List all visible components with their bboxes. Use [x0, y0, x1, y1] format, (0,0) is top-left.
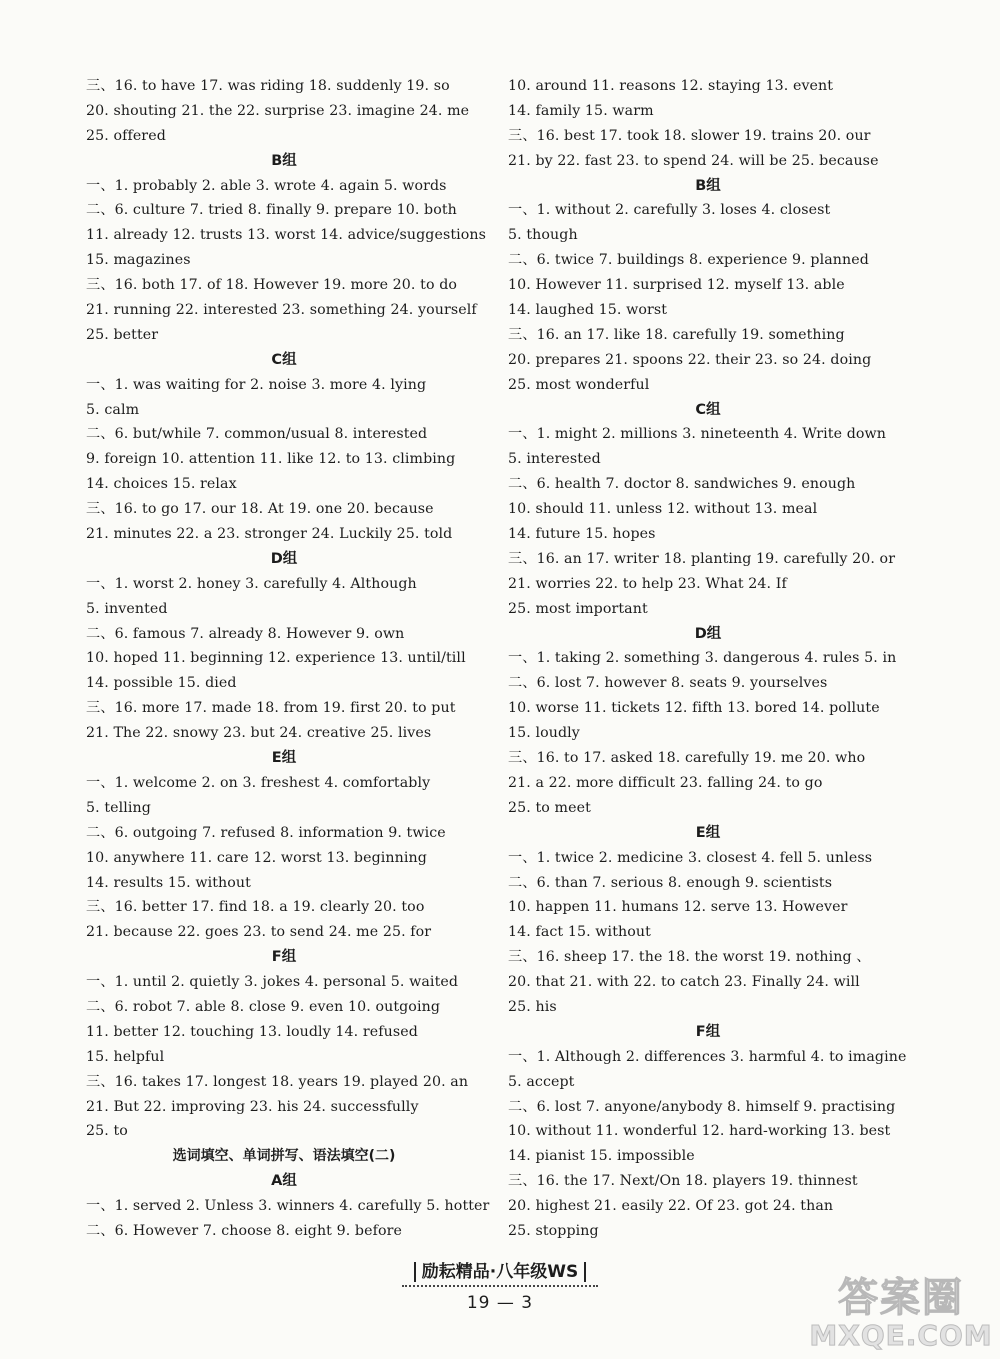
answer-line: 一、1. might 2. millions 3. nineteenth 4. Write down [508, 426, 887, 443]
answer-line: 25. offered [86, 127, 166, 144]
answer-line: 二、6. However 7. choose 8. eight 9. before [86, 1222, 402, 1239]
answer-line: 14. results 15. without [86, 874, 251, 891]
answer-line: 一、1. welcome 2. on 3. freshest 4. comfortably [86, 774, 431, 791]
answer-line: 11. better 12. touching 13. loudly 14. refused [86, 1023, 418, 1040]
answer-line: 14. laughed 15. worst [508, 302, 668, 319]
answer-line: 三、16. the 17. Next/On 18. players 19. thinnest [508, 1173, 858, 1190]
answer-line: 一、1. taking 2. something 3. dangerous 4. rules 5. in [508, 650, 897, 667]
answer-line: 10. without 11. wonderful 12. hard-working 13. best [508, 1123, 891, 1140]
answer-line: 14. possible 15. died [86, 675, 237, 692]
group-heading: C组 [695, 401, 721, 418]
answer-line: 5. calm [86, 401, 140, 418]
answer-line: 三、16. sheep 17. the 18. the worst 19. nothing 、 [508, 949, 871, 966]
watermark-main-text: 答案圈 [838, 1275, 964, 1321]
answer-line: 三、16. more 17. made 18. from 19. first 20. to put [86, 700, 456, 717]
answer-line: 10. anywhere 11. care 12. worst 13. beginning [86, 849, 427, 866]
answer-line: 15. loudly [508, 725, 580, 742]
answer-line: 三、16. to 17. asked 18. carefully 19. me 20. who [508, 750, 866, 767]
group-heading: A组 [271, 1173, 297, 1190]
page-number: 19 — 3 [466, 1293, 534, 1313]
answer-line: 一、1. twice 2. medicine 3. closest 4. fell 5. unless [508, 849, 873, 866]
answer-line: 20. that 21. with 22. to catch 23. Finally 24. will [508, 974, 860, 991]
section-title: 选词填空、单词拼写、语法填空(二) [172, 1148, 396, 1165]
answer-line: 5. invented [86, 600, 168, 617]
answer-line: 21. minutes 22. a 23. stronger 24. Luckily 25. told [86, 526, 453, 543]
answer-line: 二、6. lost 7. however 8. seats 9. yourselves [508, 675, 828, 692]
answer-line: 14. family 15. warm [508, 102, 654, 119]
answer-line: 二、6. outgoing 7. refused 8. information 9. twice [86, 824, 446, 841]
answer-line: 21. by 22. fast 23. to spend 24. will be 25. because [508, 152, 879, 169]
left-answer-column [86, 74, 490, 1244]
answer-line: 10. However 11. surprised 12. myself 13. able [508, 277, 845, 294]
answer-line: 10. happen 11. humans 12. serve 13. However [508, 899, 848, 916]
answer-line: 11. already 12. trusts 13. worst 14. advice/suggestions [86, 227, 487, 244]
answer-line: 25. his [508, 998, 557, 1015]
answer-line: 一、1. served 2. Unless 3. winners 4. carefully 5. hotter [86, 1198, 490, 1215]
answer-line: 二、6. famous 7. already 8. However 9. own [86, 625, 405, 642]
answer-line: 二、6. health 7. doctor 8. sandwiches 9. enough [508, 476, 856, 493]
answer-line: 20. prepares 21. spoons 22. their 23. so 24. doing [508, 351, 872, 368]
answer-line: 15. magazines [86, 252, 191, 269]
answer-line: 21. running 22. interested 23. something 24. yourself [86, 302, 477, 319]
watermark-logo [808, 1275, 994, 1354]
answer-line: 三、16. to have 17. was riding 18. suddenly 19. so [86, 78, 450, 94]
answer-line: 二、6. but/while 7. common/usual 8. interested [86, 426, 428, 443]
answer-line: 10. around 11. reasons 12. staying 13. event [508, 78, 834, 94]
answer-line: 25. most important [508, 600, 648, 617]
answer-line: 一、1. without 2. carefully 3. loses 4. closest [508, 202, 831, 219]
answer-line: 二、6. culture 7. tried 8. finally 9. prepare 10. both [86, 202, 457, 219]
answer-line: 三、16. better 17. find 18. a 19. clearly 20. too [86, 899, 425, 916]
footer-dotted-rule [402, 1285, 598, 1287]
answer-line: 三、16. an 17. like 18. carefully 19. something [508, 326, 845, 343]
watermark-url-text: MXQE.COM [809, 1319, 993, 1352]
answer-line: 三、16. an 17. writer 18. planting 19. carefully 20. or [508, 550, 896, 567]
answer-line: 三、16. best 17. took 18. slower 19. trains 20. our [508, 127, 871, 144]
group-heading: F组 [695, 1023, 721, 1040]
answer-line: 25. better [86, 326, 159, 343]
answer-line: 9. foreign 10. attention 11. like 12. to 13. climbing [86, 451, 456, 468]
answer-line: 10. hoped 11. beginning 12. experience 13. until/till [86, 650, 466, 667]
answer-line: 二、6. than 7. serious 8. enough 9. scientists [508, 874, 833, 891]
group-heading: D组 [270, 550, 298, 567]
answer-line: 5. interested [508, 451, 601, 468]
answer-line: 21. The 22. snowy 23. but 24. creative 25. lives [86, 725, 432, 742]
answer-line: 21. because 22. goes 23. to send 24. me 25. for [86, 924, 432, 941]
answer-line: 10. should 11. unless 12. without 13. meal [508, 501, 818, 518]
answer-line: 三、16. both 17. of 18. However 19. more 20. to do [86, 277, 458, 294]
answer-line: 25. stopping [508, 1222, 599, 1239]
answer-line: 10. worse 11. tickets 12. fifth 13. bored 14. pollute [508, 700, 880, 717]
answer-line: 5. accept [508, 1073, 575, 1090]
answer-line: 5. though [508, 227, 578, 244]
right-answer-column [508, 74, 908, 1244]
group-heading: D组 [694, 625, 722, 642]
answer-line: 14. pianist 15. impossible [508, 1148, 695, 1165]
answer-line: 25. to [86, 1123, 128, 1140]
answer-line: 5. telling [86, 799, 151, 816]
group-heading: B组 [271, 152, 297, 169]
answer-line: 一、1. probably 2. able 3. wrote 4. again 5. words [86, 177, 447, 194]
answer-line: 21. But 22. improving 23. his 24. successfully [86, 1098, 419, 1115]
answer-line: 二、6. lost 7. anyone/anybody 8. himself 9. practising [508, 1098, 896, 1115]
answer-line: 21. a 22. more difficult 23. falling 24. to go [508, 774, 823, 791]
group-heading: C组 [271, 351, 297, 368]
answer-line: 一、1. worst 2. honey 3. carefully 4. Although [86, 575, 417, 592]
answer-line: 25. to meet [508, 799, 591, 816]
answer-line: 三、16. takes 17. longest 18. years 19. played 20. an [86, 1073, 469, 1090]
group-heading: E组 [271, 750, 297, 767]
answer-line: 三、16. to go 17. our 18. At 19. one 20. because [86, 501, 434, 518]
answer-line: 二、6. twice 7. buildings 8. experience 9. planned [508, 252, 869, 269]
answer-line: 一、1. was waiting for 2. noise 3. more 4. lying [86, 376, 427, 393]
answer-line: 14. choices 15. relax [86, 476, 237, 493]
answer-line: 21. worries 22. to help 23. What 24. If [508, 575, 787, 592]
group-heading: B组 [695, 177, 721, 194]
answer-line: 一、1. until 2. quietly 3. jokes 4. personal 5. waited [86, 974, 459, 991]
group-heading: F组 [271, 949, 297, 966]
answer-line: 20. shouting 21. the 22. surprise 23. imagine 24. me [86, 102, 470, 119]
answer-line: 一、1. Although 2. differences 3. harmful 4. to imagine [508, 1048, 907, 1065]
answer-line: 25. most wonderful [508, 376, 650, 393]
answer-line: 14. fact 15. without [508, 924, 651, 941]
answer-line: 二、6. robot 7. able 8. close 9. even 10. outgoing [86, 998, 441, 1015]
group-heading: E组 [695, 824, 721, 841]
answer-line: 20. highest 21. easily 22. Of 23. got 24. than [508, 1198, 834, 1215]
answer-line: 15. helpful [86, 1048, 165, 1065]
answer-line: 14. future 15. hopes [508, 526, 656, 543]
footer-brand: 励耘精品·八年级WS [414, 1262, 586, 1282]
